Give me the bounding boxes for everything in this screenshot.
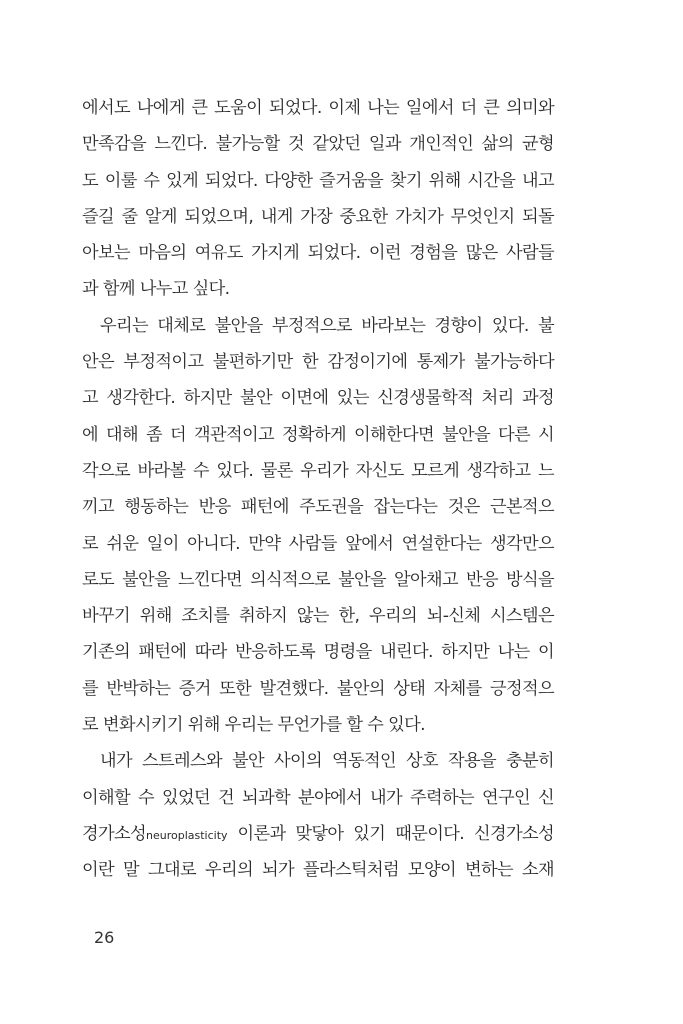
text-segment: 이론과 맞닿아 있기 때문이다. 신경가소성 [227,823,554,844]
text-line: 기존의 패턴에 따라 반응하도록 명령을 내린다. 하지만 나는 이 [82,642,554,663]
text-line: 우리는 대체로 불안을 부정적으로 바라보는 경향이 있다. 불 [100,315,554,336]
text-line: 를 반박하는 증거 또한 발견했다. 불안의 상태 자체를 긍정적으 [82,678,554,699]
text-line: 안은 부정적이고 불편하기만 한 감정이기에 통제가 불가능하다 [82,352,554,373]
text-line: 만족감을 느낀다. 불가능할 것 같았던 일과 개인적인 삶의 균형 [82,134,554,155]
text-line: 아보는 마음의 여유도 가지게 되었다. 이런 경험을 많은 사람들 [82,243,554,264]
text-line: 에 대해 좀 더 객관적이고 정확하게 이해한다면 불안을 다른 시 [82,424,554,445]
text-line: 로도 불안을 느낀다면 의식적으로 불안을 알아채고 반응 방식을 [82,569,554,590]
text-line: 이란 말 그대로 우리의 뇌가 플라스틱처럼 모양이 변하는 소재 [82,860,554,881]
text-line: 즐길 줄 알게 되었으며, 내게 가장 중요한 가치가 무엇인지 되돌 [82,206,554,227]
text-line: 도 이룰 수 있게 되었다. 다양한 즐거움을 찾기 위해 시간을 내고 [82,170,554,191]
text-line: 끼고 행동하는 반응 패턴에 주도권을 잡는다는 것은 근본적으 [82,497,554,518]
text-line: 바꾸기 위해 조치를 취하지 않는 한, 우리의 뇌-신체 시스템은 [82,606,554,627]
text-line: 과 함께 나누고 싶다. [82,279,230,300]
text-line: 고 생각한다. 하지만 불안 이면에 있는 신경생물학적 처리 과정 [82,388,554,409]
term-english: neuroplasticity [146,828,228,842]
text-line: 이해할 수 있었던 건 뇌과학 분야에서 내가 주력하는 연구인 신 [82,787,554,808]
text-line: 로 쉬운 일이 아니다. 만약 사람들 앞에서 연설한다는 생각만으 [82,533,554,554]
text-line: 내가 스트레스와 불안 사이의 역동적인 상호 작용을 충분히 [100,751,554,772]
term-korean: 경가소성 [82,823,147,844]
page-number: 26 [94,928,115,947]
text-line: 각으로 바라볼 수 있다. 물론 우리가 자신도 모르게 생각하고 느 [82,460,554,481]
body-text [82,90,554,889]
text-line [82,816,554,852]
text-line: 에서도 나에게 큰 도움이 되었다. 이제 나는 일에서 더 큰 의미와 [82,98,554,118]
text-line: 로 변화시키기 위해 우리는 무언가를 할 수 있다. [82,715,425,736]
